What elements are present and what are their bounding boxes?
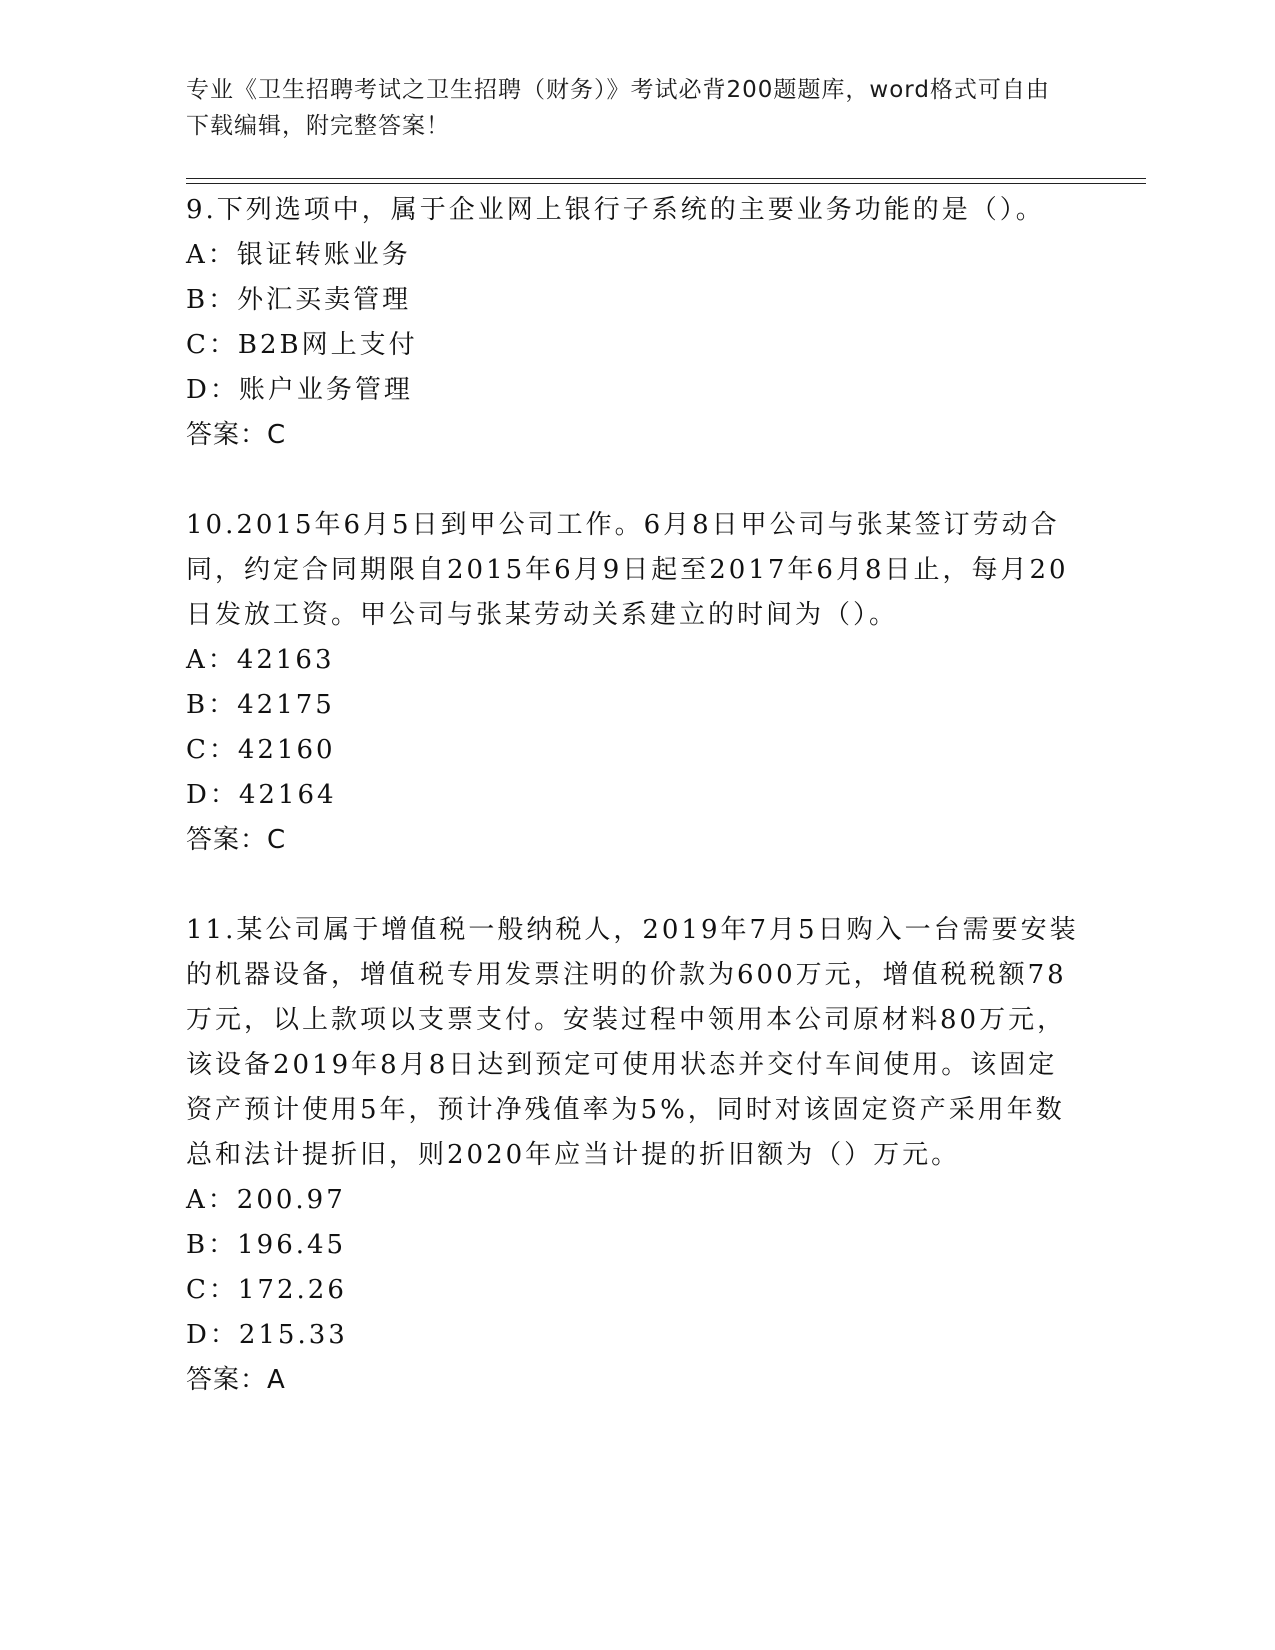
option-d: D：账户业务管理	[186, 375, 413, 405]
answer-line: 答案：C	[186, 420, 287, 450]
option-a: A：银证转账业务	[186, 240, 411, 270]
option-c: C：42160	[186, 735, 336, 765]
option-b: B：196.45	[186, 1230, 347, 1260]
option-c: C：172.26	[186, 1275, 347, 1305]
option-d: D：215.33	[186, 1320, 348, 1350]
header-divider-bottom	[186, 183, 1146, 184]
option-a: A：42163	[186, 645, 335, 675]
question-stem: 10.2015年6月5日到甲公司工作。6月8日甲公司与张某签订劳动合同，约定合同期限自2015年6月9日起至2017年6月8日止，每月20日发放工资。甲公司与张某劳动关系建立的时间为（）。	[186, 510, 1069, 630]
question-spacer	[186, 863, 1086, 908]
question-stem: 9.下列选项中，属于企业网上银行子系统的主要业务功能的是（）。	[186, 195, 1045, 225]
answer-line: 答案：A	[186, 1365, 286, 1395]
question-list	[186, 188, 1086, 1403]
question-spacer	[186, 458, 1086, 503]
option-a: A：200.97	[186, 1185, 346, 1215]
question-9	[186, 188, 1086, 458]
option-b: B：42175	[186, 690, 335, 720]
question-11	[186, 908, 1086, 1403]
header-divider-top	[186, 178, 1146, 179]
answer-line: 答案：C	[186, 825, 287, 855]
option-b: B：外汇买卖管理	[186, 285, 412, 315]
option-d: D：42164	[186, 780, 337, 810]
question-stem: 11.某公司属于增值税一般纳税人，2019年7月5日购入一台需要安装的机器设备，增值税专用发票注明的价款为600万元，增值税税额78万元，以上款项以支票支付。安装过程中领用本公司原材料80万元，该设备2019年8月8日达到预定可使用状态并交付车间使用。该固定资产预计使用5年，预计净残值率为5%，同时对该固定资产采用年数总和法计提折旧，则2020年应当计提的折旧额为（）万元。	[186, 915, 1079, 1170]
document-header: 专业《卫生招聘考试之卫生招聘（财务）》考试必背200题题库，word格式可自由下载编辑，附完整答案！	[186, 77, 1050, 139]
option-c: C：B2B网上支付	[186, 330, 418, 360]
question-10	[186, 503, 1086, 863]
